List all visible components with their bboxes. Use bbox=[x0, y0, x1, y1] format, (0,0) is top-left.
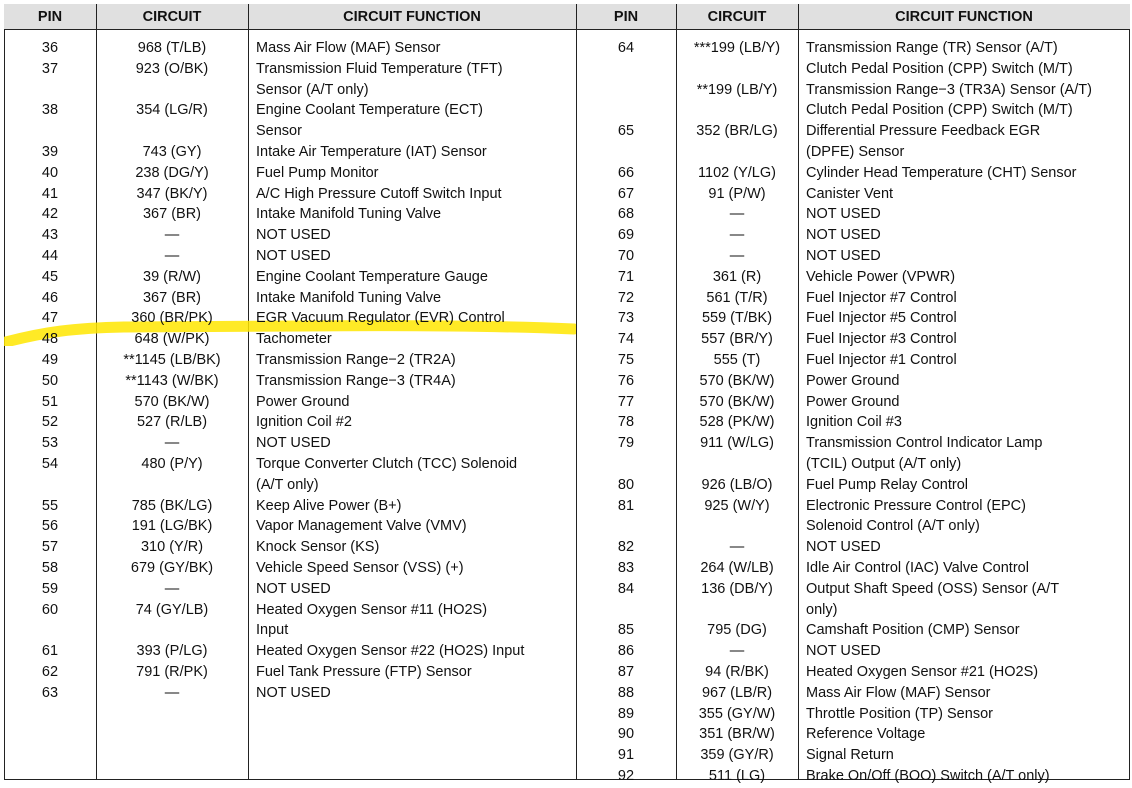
circuit-code: 968 (T/LB) bbox=[137, 40, 207, 56]
circuit-function: Vehicle Speed Sensor (VSS) (+) bbox=[256, 560, 464, 576]
circuit-function: NOT USED bbox=[806, 643, 881, 660]
circuit-code: 361 (R) bbox=[712, 268, 762, 285]
circuit-function: NOT USED bbox=[806, 539, 881, 556]
circuit-function: Intake Manifold Tuning Valve bbox=[256, 206, 442, 223]
circuit-function: Engine Coolant Temperature Gauge bbox=[256, 268, 488, 285]
pin-number: 59 bbox=[41, 580, 59, 597]
circuit-code: 743 (GY) bbox=[142, 144, 202, 160]
pin-number: 46 bbox=[41, 289, 59, 306]
circuit-function: Idle Air Control (IAC) Valve Control bbox=[806, 560, 1029, 576]
circuit-function: Intake Manifold Tuning Valve bbox=[256, 289, 442, 306]
pin-number: 88 bbox=[617, 684, 635, 701]
circuit-function: (DPFE) Sensor bbox=[806, 144, 905, 160]
circuit-code: — bbox=[729, 206, 745, 223]
pin-number: 37 bbox=[41, 60, 59, 77]
circuit-code: 648 (W/PK) bbox=[134, 331, 210, 348]
circuit-function: Transmission Control Indicator Lamp bbox=[806, 435, 1043, 452]
circuit-code: 785 (BK/LG) bbox=[131, 497, 213, 514]
pin-number: 55 bbox=[41, 497, 59, 514]
circuit-function: Fuel Injector #1 Control bbox=[806, 352, 957, 368]
pin-number: 36 bbox=[41, 40, 59, 56]
circuit-code: 925 (W/Y) bbox=[704, 497, 770, 514]
circuit-code: — bbox=[729, 248, 745, 264]
pin-number: 40 bbox=[41, 164, 59, 181]
circuit-function: Torque Converter Clutch (TCC) Solenoid bbox=[256, 456, 518, 472]
header-circuit-right: CIRCUIT bbox=[707, 9, 767, 25]
circuit-code: 528 (PK/W) bbox=[699, 414, 775, 431]
circuit-code: **199 (LB/Y) bbox=[696, 81, 778, 98]
header-function-left: CIRCUIT FUNCTION bbox=[343, 9, 481, 25]
circuit-code: 347 (BK/Y) bbox=[136, 185, 208, 202]
circuit-code: — bbox=[164, 435, 180, 452]
circuit-code: — bbox=[729, 227, 745, 244]
pin-number: 67 bbox=[617, 185, 635, 202]
circuit-function: Power Ground bbox=[806, 393, 900, 410]
pin-number: 65 bbox=[617, 123, 635, 140]
circuit-code: 360 (BR/PK) bbox=[131, 310, 213, 327]
circuit-function: Mass Air Flow (MAF) Sensor bbox=[256, 40, 441, 56]
circuit-function: Cylinder Head Temperature (CHT) Sensor bbox=[806, 164, 1077, 181]
pin-number: 39 bbox=[41, 144, 59, 160]
header-pin-left: PIN bbox=[37, 9, 63, 25]
circuit-function: EGR Vacuum Regulator (EVR) Control bbox=[256, 310, 505, 327]
pin-number: 44 bbox=[41, 248, 59, 264]
circuit-function: NOT USED bbox=[256, 580, 331, 597]
circuit-function: Camshaft Position (CMP) Sensor bbox=[806, 622, 1020, 639]
circuit-function: Intake Air Temperature (IAT) Sensor bbox=[256, 144, 487, 160]
pin-number: 50 bbox=[41, 372, 59, 389]
circuit-code: 555 (T) bbox=[713, 352, 761, 368]
pin-number: 54 bbox=[41, 456, 59, 472]
circuit-function: Heated Oxygen Sensor #22 (HO2S) Input bbox=[256, 643, 525, 660]
pin-number: 41 bbox=[41, 185, 59, 202]
pin-number: 56 bbox=[41, 518, 59, 535]
circuit-function: NOT USED bbox=[806, 206, 881, 223]
pin-number: 73 bbox=[617, 310, 635, 327]
circuit-function: Power Ground bbox=[256, 393, 350, 410]
pin-number: 79 bbox=[617, 435, 635, 452]
circuit-function: Sensor (A/T only) bbox=[256, 81, 369, 98]
circuit-code: 570 (BK/W) bbox=[134, 393, 210, 410]
circuit-function: Vapor Management Valve (VMV) bbox=[256, 518, 467, 535]
circuit-code: ***199 (LB/Y) bbox=[693, 40, 781, 56]
circuit-function: Knock Sensor (KS) bbox=[256, 539, 380, 556]
circuit-function: Heated Oxygen Sensor #11 (HO2S) bbox=[256, 601, 488, 618]
circuit-function: (TCIL) Output (A/T only) bbox=[806, 456, 962, 472]
circuit-code: 310 (Y/R) bbox=[140, 539, 204, 556]
pin-number: 42 bbox=[41, 206, 59, 223]
circuit-function: Transmission Range−2 (TR2A) bbox=[256, 352, 456, 368]
pin-number: 70 bbox=[617, 248, 635, 264]
circuit-function: Fuel Tank Pressure (FTP) Sensor bbox=[256, 664, 472, 680]
circuit-function: Heated Oxygen Sensor #21 (HO2S) bbox=[806, 664, 1039, 680]
circuit-function: Clutch Pedal Position (CPP) Switch (M/T) bbox=[806, 102, 1073, 119]
circuit-function: Brake On/Off (BOO) Switch (A/T only) bbox=[806, 768, 1050, 784]
circuit-code: — bbox=[164, 227, 180, 244]
circuit-code: 367 (BR) bbox=[142, 206, 202, 223]
circuit-code: 570 (BK/W) bbox=[699, 393, 775, 410]
circuit-function: Transmission Range (TR) Sensor (A/T) bbox=[806, 40, 1058, 56]
circuit-code: 238 (DG/Y) bbox=[135, 164, 209, 181]
circuit-function: NOT USED bbox=[256, 227, 331, 244]
pin-number: 66 bbox=[617, 164, 635, 181]
pin-number: 53 bbox=[41, 435, 59, 452]
circuit-function: Signal Return bbox=[806, 747, 894, 764]
circuit-function: Differential Pressure Feedback EGR bbox=[806, 123, 1041, 140]
circuit-code: 352 (BR/LG) bbox=[696, 123, 778, 140]
circuit-code: 791 (R/PK) bbox=[136, 664, 208, 680]
pin-number: 81 bbox=[617, 497, 635, 514]
circuit-function: Mass Air Flow (MAF) Sensor bbox=[806, 684, 991, 701]
circuit-function: Power Ground bbox=[806, 372, 900, 389]
circuit-code: 393 (P/LG) bbox=[136, 643, 208, 660]
circuit-code: 561 (T/R) bbox=[706, 289, 768, 306]
circuit-function: Vehicle Power (VPWR) bbox=[806, 268, 956, 285]
circuit-code: 367 (BR) bbox=[142, 289, 202, 306]
header-circuit-left: CIRCUIT bbox=[142, 9, 202, 25]
circuit-code: — bbox=[729, 539, 745, 556]
pin-number: 48 bbox=[41, 331, 59, 348]
pin-number: 84 bbox=[617, 580, 635, 597]
circuit-function: Ignition Coil #3 bbox=[806, 414, 902, 431]
circuit-function: Throttle Position (TP) Sensor bbox=[806, 705, 993, 722]
circuit-code: — bbox=[164, 580, 180, 597]
header-function-right: CIRCUIT FUNCTION bbox=[895, 9, 1033, 25]
circuit-function: Clutch Pedal Position (CPP) Switch (M/T) bbox=[806, 60, 1073, 77]
circuit-code: 355 (GY/W) bbox=[698, 705, 776, 722]
pin-number: 82 bbox=[617, 539, 635, 556]
circuit-code: 1102 (Y/LG) bbox=[698, 164, 776, 181]
pin-number: 47 bbox=[41, 310, 59, 327]
pin-number: 63 bbox=[41, 684, 59, 701]
circuit-code: — bbox=[164, 684, 180, 701]
circuit-function: Input bbox=[256, 622, 289, 639]
circuit-code: 94 (R/BK) bbox=[705, 664, 769, 680]
pin-number: 62 bbox=[41, 664, 59, 680]
circuit-function: Fuel Pump Monitor bbox=[256, 164, 379, 181]
circuit-code: 351 (BR/W) bbox=[699, 726, 775, 743]
pin-number: 68 bbox=[617, 206, 635, 223]
circuit-code: 91 (P/W) bbox=[708, 185, 766, 202]
circuit-function: Engine Coolant Temperature (ECT) bbox=[256, 102, 484, 119]
circuit-code: 264 (W/LB) bbox=[700, 560, 774, 576]
circuit-function: NOT USED bbox=[256, 684, 331, 701]
circuit-code: 926 (LB/O) bbox=[701, 476, 773, 493]
circuit-code: 795 (DG) bbox=[707, 622, 767, 639]
circuit-function: Output Shaft Speed (OSS) Sensor (A/T bbox=[806, 580, 1060, 597]
circuit-code: — bbox=[729, 643, 745, 660]
pin-number: 92 bbox=[617, 768, 635, 784]
pin-number: 86 bbox=[617, 643, 635, 660]
circuit-code: — bbox=[164, 248, 180, 264]
circuit-function: NOT USED bbox=[256, 248, 331, 264]
circuit-function: Transmission Fluid Temperature (TFT) bbox=[256, 60, 503, 77]
circuit-function: Sensor bbox=[256, 123, 302, 140]
circuit-code: 923 (O/BK) bbox=[135, 60, 209, 77]
circuit-function: only) bbox=[806, 601, 838, 618]
circuit-function: (A/T only) bbox=[256, 476, 319, 493]
circuit-code: 191 (LG/BK) bbox=[131, 518, 213, 535]
pin-number: 51 bbox=[41, 393, 59, 410]
circuit-function: Reference Voltage bbox=[806, 726, 926, 743]
circuit-code: 136 (DB/Y) bbox=[701, 580, 773, 597]
pin-table bbox=[4, 4, 1130, 782]
pin-number: 83 bbox=[617, 560, 635, 576]
pin-number: 72 bbox=[617, 289, 635, 306]
circuit-function: Fuel Pump Relay Control bbox=[806, 476, 968, 493]
circuit-code: 480 (P/Y) bbox=[141, 456, 203, 472]
circuit-function: Transmission Range−3 (TR4A) bbox=[256, 372, 456, 389]
pin-number: 57 bbox=[41, 539, 59, 556]
pin-number: 80 bbox=[617, 476, 635, 493]
circuit-code: 679 (GY/BK) bbox=[130, 560, 214, 576]
pin-number: 71 bbox=[617, 268, 635, 285]
circuit-code: 511 (LG) bbox=[708, 768, 766, 784]
circuit-function: Canister Vent bbox=[806, 185, 894, 202]
pin-number: 87 bbox=[617, 664, 635, 680]
column-divider bbox=[798, 4, 799, 780]
pin-number: 69 bbox=[617, 227, 635, 244]
pin-number: 49 bbox=[41, 352, 59, 368]
circuit-code: 359 (GY/R) bbox=[700, 747, 774, 764]
circuit-function: Ignition Coil #2 bbox=[256, 414, 352, 431]
pin-number: 90 bbox=[617, 726, 635, 743]
pin-number: 61 bbox=[41, 643, 59, 660]
circuit-function: A/C High Pressure Cutoff Switch Input bbox=[256, 185, 502, 202]
circuit-code: 570 (BK/W) bbox=[699, 372, 775, 389]
pin-number: 78 bbox=[617, 414, 635, 431]
circuit-function: Tachometer bbox=[256, 331, 332, 348]
pin-number: 85 bbox=[617, 622, 635, 639]
pin-number: 60 bbox=[41, 601, 59, 618]
circuit-code: 39 (R/W) bbox=[143, 268, 201, 285]
circuit-code: 559 (T/BK) bbox=[701, 310, 773, 327]
circuit-function: Keep Alive Power (B+) bbox=[256, 497, 402, 514]
circuit-function: NOT USED bbox=[806, 227, 881, 244]
pin-number: 74 bbox=[617, 331, 635, 348]
circuit-code: 527 (R/LB) bbox=[136, 414, 208, 431]
circuit-function: Transmission Range−3 (TR3A) Sensor (A/T) bbox=[806, 81, 1092, 98]
circuit-function: Fuel Injector #3 Control bbox=[806, 331, 957, 348]
pin-number: 89 bbox=[617, 705, 635, 722]
circuit-function: Solenoid Control (A/T only) bbox=[806, 518, 980, 535]
pin-number: 38 bbox=[41, 102, 59, 119]
pin-number: 58 bbox=[41, 560, 59, 576]
pin-number: 43 bbox=[41, 227, 59, 244]
circuit-code: 74 (GY/LB) bbox=[135, 601, 209, 618]
pin-number: 75 bbox=[617, 352, 635, 368]
circuit-code: 967 (LB/R) bbox=[701, 684, 773, 701]
header-pin-right: PIN bbox=[613, 9, 639, 25]
pin-number: 77 bbox=[617, 393, 635, 410]
circuit-code: 354 (LG/R) bbox=[136, 102, 208, 119]
circuit-function: NOT USED bbox=[256, 435, 331, 452]
circuit-code: **1145 (LB/BK) bbox=[123, 352, 221, 368]
pin-number: 52 bbox=[41, 414, 59, 431]
pin-number: 64 bbox=[617, 40, 635, 56]
circuit-function: Fuel Injector #7 Control bbox=[806, 289, 957, 306]
pin-number: 76 bbox=[617, 372, 635, 389]
circuit-function: NOT USED bbox=[806, 248, 881, 264]
circuit-function: Fuel Injector #5 Control bbox=[806, 310, 957, 327]
pin-number: 45 bbox=[41, 268, 59, 285]
pin-number: 91 bbox=[617, 747, 635, 764]
column-divider bbox=[248, 4, 249, 780]
circuit-code: **1143 (W/BK) bbox=[125, 372, 219, 389]
circuit-code: 557 (BR/Y) bbox=[701, 331, 773, 348]
circuit-function: Electronic Pressure Control (EPC) bbox=[806, 497, 1026, 514]
circuit-code: 911 (W/LG) bbox=[700, 435, 774, 452]
